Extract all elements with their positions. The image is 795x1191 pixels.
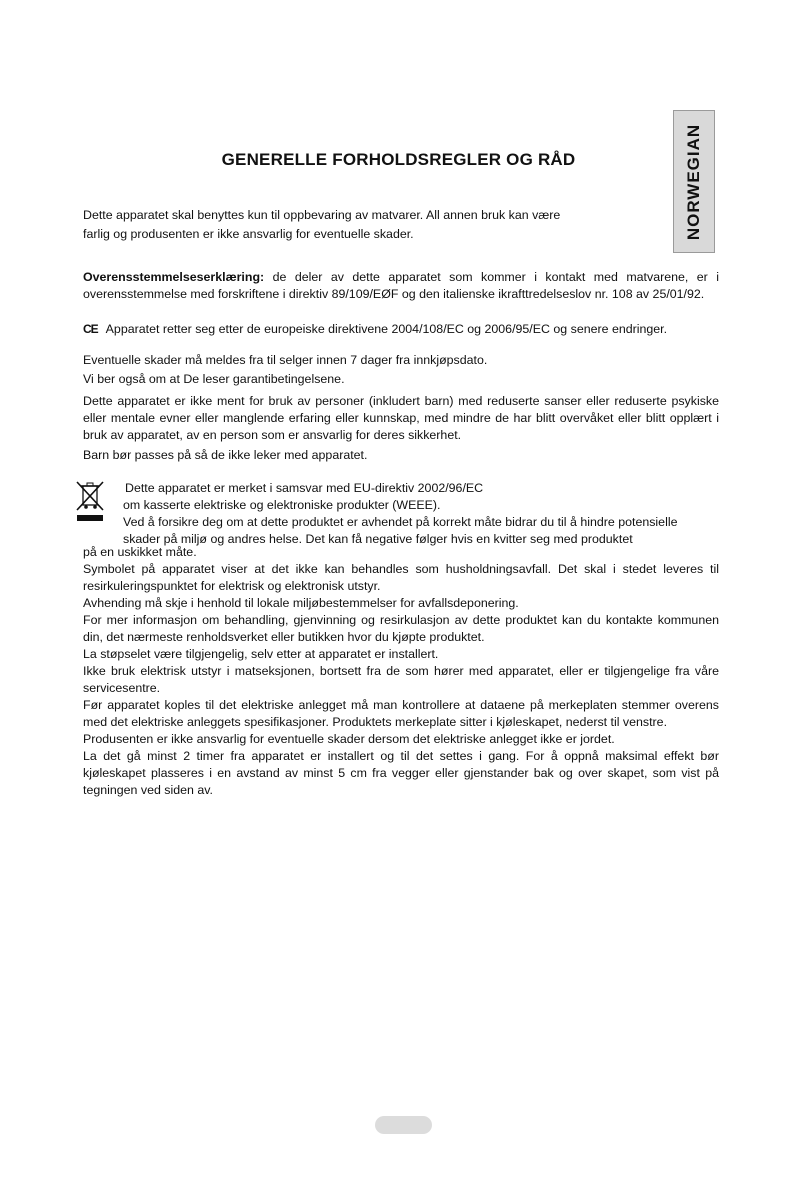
- instruction-paragraph: La støpselet være tilgjengelig, selv etter at apparatet er installert.: [83, 647, 439, 661]
- damage-paragraph-4: Barn bør passes på så de ikke leker med apparatet.: [83, 448, 368, 462]
- damage-paragraph-2: Vi ber også om at De leser garantibetingelsene.: [83, 372, 345, 386]
- language-tab: [673, 110, 715, 253]
- weee-line-2: om kasserte elektriske og elektroniske produkter (WEEE).: [123, 498, 441, 512]
- conformity-label: Overensstemmelseserklæring:: [83, 270, 265, 284]
- page-number-pill: [375, 1116, 432, 1134]
- instruction-paragraph: Produsenten er ikke ansvarlig for eventuelle skader dersom det elektriske anlegget ikke er jordet.: [83, 732, 615, 746]
- weee-line-4: skader på miljø og andres helse. Det kan få negative følger hvis en kvitter seg med produktet: [123, 532, 633, 546]
- conformity-text: de deler av dette apparatet som kommer i kontakt med matvarene, er i overensstemmelse med forskriftene i direktiv 89/109/EØF og den italienske ikrafttredelseslov nr. 108 av 25/01/92.: [83, 270, 719, 301]
- page-title: GENERELLE FORHOLDSREGLER OG RÅD: [221, 150, 576, 169]
- instruction-paragraph: Før apparatet koples til det elektriske anlegget må man kontrollere at dataene på merkeplaten stemmer overens med det elektriske anleggets spesifikasjoner. Produktets merkeplate sitter i kjøleskapet, nederst til venstre.: [83, 698, 719, 729]
- weee-line-1: Dette apparatet er merket i samsvar med EU-direktiv 2002/96/EC: [125, 481, 484, 495]
- language-label: NORWEGIAN: [684, 123, 703, 240]
- damage-section: [83, 352, 719, 464]
- instruction-paragraph: For mer informasjon om behandling, gjenvinning og resirkulasjon av dette produktet kan du kontakte kommunen din, det nærmeste renholdsverket eller butikken hvor du kjøpte produktet.: [83, 613, 719, 644]
- instruction-paragraph: La det gå minst 2 timer fra apparatet er installert og til det settes i gang. For å oppnå maksimal effekt bør kjøleskapet plasseres i en avstand av minst 5 cm fra vegger eller gjenstander bak og over skapet, som vist på tegningen ved siden av.: [83, 749, 719, 797]
- instruction-paragraph: Avhending må skje i henhold til lokale miljøbestemmelser for avfallsdeponering.: [83, 596, 519, 610]
- intro-line-1: Dette apparatet skal benyttes kun til oppbevaring av matvarer. All annen bruk kan være: [83, 208, 561, 222]
- instruction-paragraph: Ikke bruk elektrisk utstyr i matseksjonen, bortsett fra de som hører med apparatet, eller er tilgjengelige fra våre servicesentre.: [83, 664, 719, 695]
- instruction-paragraph: på en uskikket måte.: [83, 545, 197, 559]
- ce-mark-icon: CE: [83, 322, 98, 336]
- weee-section: [75, 480, 719, 548]
- instruction-paragraph: Symbolet på apparatet viser at det ikke kan behandles som husholdningsavfall. Det skal i stedet leveres til resirkuleringspunktet for elektrisk og elektronisk utstyr.: [83, 562, 719, 593]
- weee-bin-icon: [75, 480, 105, 522]
- conformity-paragraph: [83, 269, 719, 303]
- instructions-section: [83, 544, 719, 799]
- intro-line-2: farlig og produsenten er ikke ansvarlig for eventuelle skader.: [83, 227, 414, 241]
- ce-text: Apparatet retter seg etter de europeiske direktivene 2004/108/EC og 2006/95/EC og senere endringer.: [105, 322, 668, 336]
- intro-paragraph: [83, 206, 623, 244]
- weee-line-3: Ved å forsikre deg om at dette produktet er avhendet på korrekt måte bidrar du til å hindre potensielle: [123, 515, 678, 529]
- damage-paragraph-3: Dette apparatet er ikke ment for bruk av personer (inkludert barn) med reduserte sanser eller reduserte psykiske eller mentale evner eller manglende erfaring eller kunnskap, med mindre de har blitt overvåket eller blitt opplært i bruk av apparatet, av en person som er ansvarlig for deres sikkerhet.: [83, 394, 719, 442]
- ce-paragraph: [83, 321, 719, 338]
- damage-paragraph-1: Eventuelle skader må meldes fra til selger innen 7 dager fra innkjøpsdato.: [83, 353, 488, 367]
